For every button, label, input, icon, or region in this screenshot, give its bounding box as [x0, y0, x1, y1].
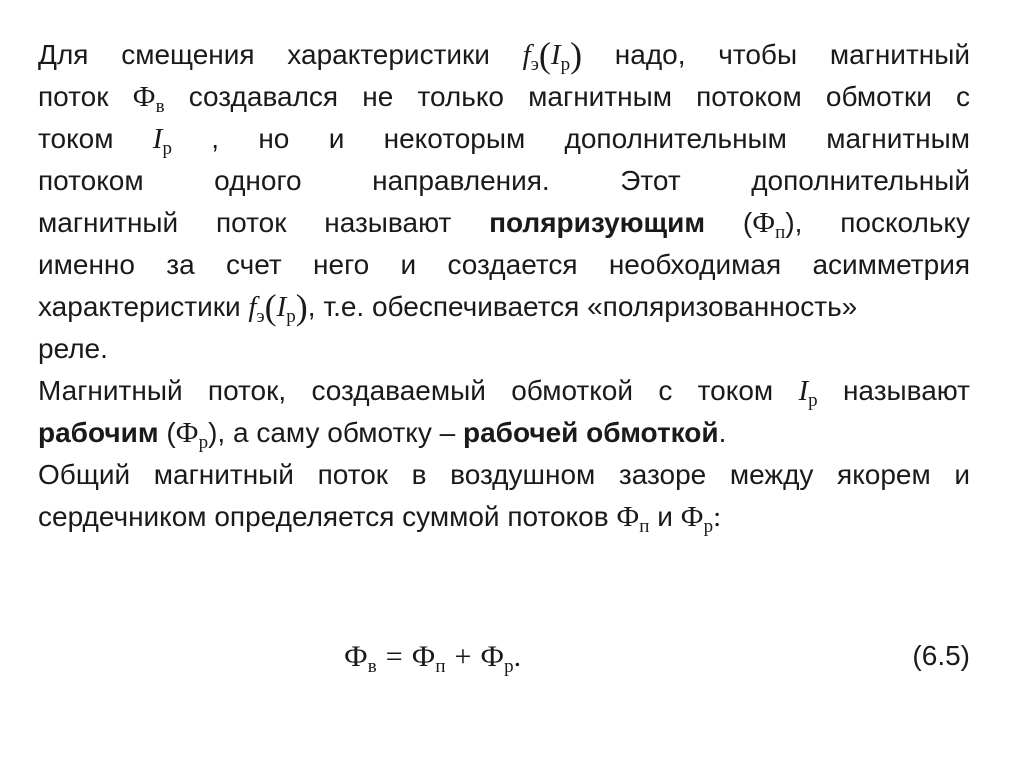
math-subscript: в [155, 96, 165, 117]
math-subscript: э [530, 54, 539, 75]
math-inline [152, 123, 172, 159]
text-run: реле. [38, 333, 108, 364]
text-line [38, 76, 970, 118]
math-subscript: р [286, 306, 296, 327]
text-line [38, 34, 970, 76]
text-run: магнитный поток называют [38, 207, 452, 238]
math-symbol: Ф [132, 81, 156, 113]
equation-number: (6.5) [912, 640, 970, 671]
math-symbol: Ф [411, 640, 436, 673]
math-symbol: Ф [175, 417, 199, 449]
math-subscript: э [256, 306, 265, 327]
math-inline: $f_э(I_р)$ [522, 35, 583, 75]
text-line [38, 118, 970, 160]
math-subscript: р [198, 432, 209, 453]
math-inline [616, 501, 650, 537]
bold-term: рабочим [38, 417, 159, 448]
math-symbol: I [550, 39, 561, 71]
formula-expression: $Ф_в = Ф_п + Ф_р$. [344, 640, 522, 677]
text-run: Для смещения характеристики [38, 39, 490, 70]
text-run: создавался не только магнитным потоком обмотки с [188, 81, 971, 112]
math-subscript: р [808, 390, 818, 411]
text-line [38, 244, 970, 286]
math-symbol: Ф [680, 501, 704, 533]
math-symbol: I [276, 291, 287, 323]
math-inline: $f_э(I_р)$ [248, 287, 308, 327]
math-symbol: f [522, 39, 531, 71]
text-line [38, 496, 970, 538]
math-subscript: р [162, 138, 172, 159]
display-formula [38, 634, 970, 694]
bold-term: рабочей обмоткой [462, 417, 719, 448]
plus-sign: + [454, 640, 472, 673]
text-run: сердечником определяется суммой потоков [38, 501, 609, 532]
math-symbol: Ф [344, 640, 368, 673]
math-symbol: Ф [616, 501, 640, 533]
text-run: и [657, 501, 673, 532]
text-line [38, 328, 970, 370]
math-subscript: п [639, 516, 650, 537]
text-line [38, 454, 970, 496]
text-run: током [38, 123, 114, 154]
math-inline [132, 81, 165, 117]
text-line [38, 412, 970, 454]
math-subscript: р [703, 516, 714, 537]
text-line [38, 160, 970, 202]
math-subscript: р [560, 54, 571, 75]
bold-term: поляризующим [489, 207, 706, 238]
text-run: называют [842, 375, 970, 406]
math-symbol: I [798, 375, 809, 407]
text-run: , но и некоторым дополнительным магнитным [211, 123, 971, 154]
math-subscript: п [435, 656, 446, 677]
math-inline: $Ф_р$: [680, 501, 722, 537]
equals-sign: = [385, 640, 403, 673]
text-run: Магнитный поток, создаваемый обмоткой с током [38, 375, 774, 406]
math-subscript: п [775, 222, 786, 243]
text-run: характеристики [38, 291, 241, 322]
math-symbol: I [152, 123, 163, 155]
math-inline [798, 375, 818, 411]
math-symbol: Ф [480, 640, 505, 673]
math-symbol: f [248, 291, 257, 323]
text-run: потоком одного направления. Этот дополнительный [38, 165, 970, 196]
text-line [38, 370, 970, 412]
text-run: поток [38, 81, 109, 112]
text-line [38, 202, 970, 244]
math-inline: $(Ф_п)$, поскольку [742, 207, 970, 243]
text-run: именно за счет него и создается необходимая асимметрия [38, 249, 970, 280]
text-run: . [718, 417, 727, 448]
text-run: , т.е. обеспечивается «поляризованность» [307, 291, 858, 322]
math-symbol: Ф [752, 207, 776, 239]
math-subscript: в [367, 656, 377, 677]
document-page [38, 34, 971, 677]
text-run: Общий магнитный поток в воздушном зазоре между якорем и [38, 459, 970, 490]
text-run: надо, чтобы магнитный [614, 39, 971, 70]
math-inline: $(Ф_р)$, а саму обмотку – [166, 417, 456, 453]
text-line [38, 286, 970, 328]
math-subscript: р [504, 656, 514, 677]
